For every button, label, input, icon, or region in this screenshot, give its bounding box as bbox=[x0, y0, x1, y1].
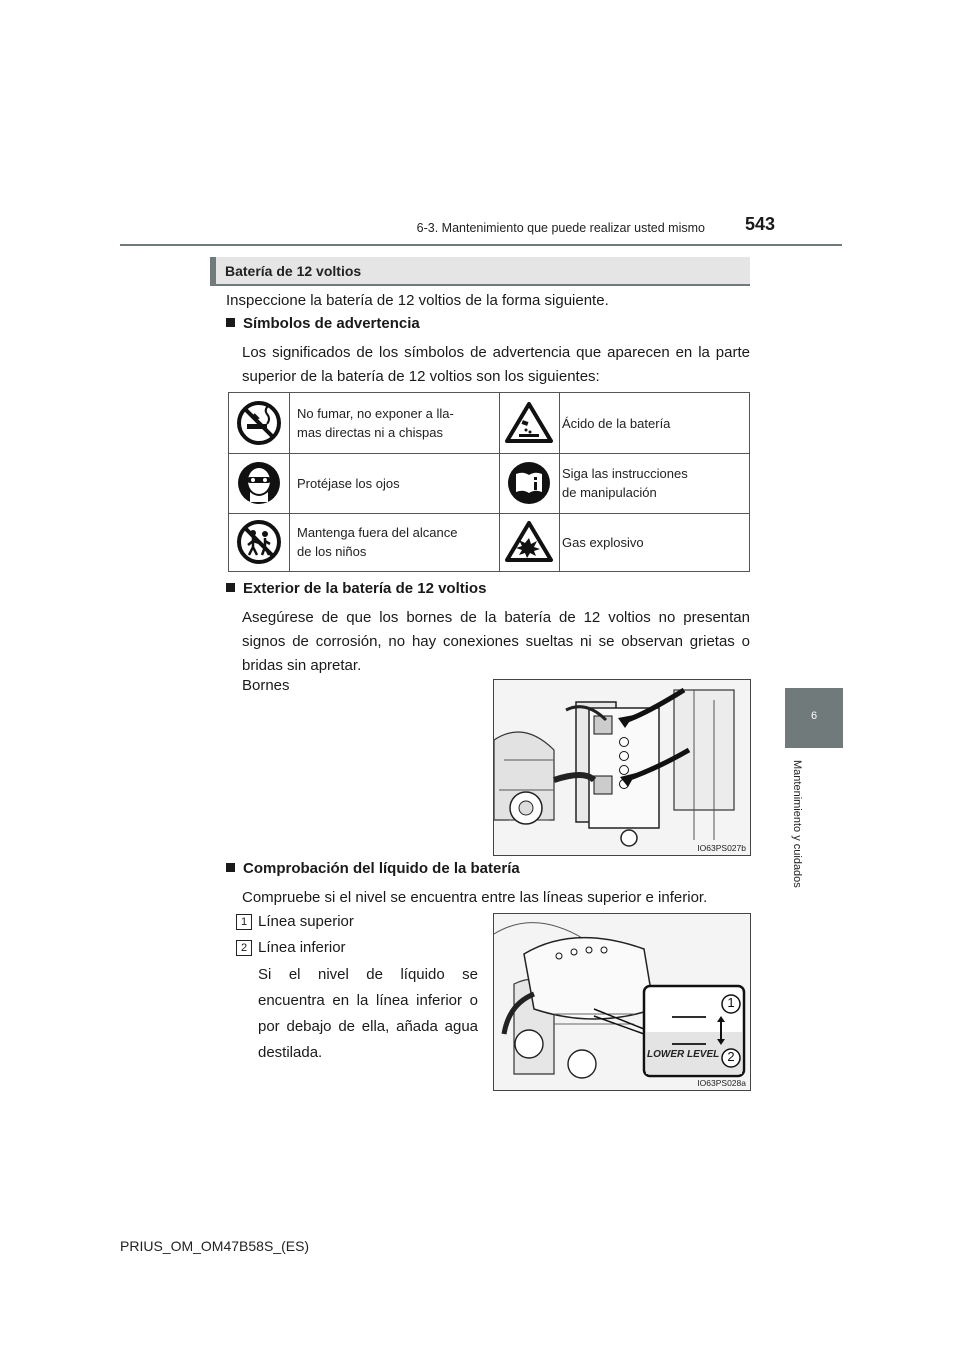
table-row bbox=[229, 393, 749, 454]
eye-protection-icon bbox=[229, 453, 289, 513]
list-item: 1 Línea superior bbox=[236, 910, 354, 934]
table-row bbox=[229, 453, 749, 514]
lower-level-label: LOWER LEVEL bbox=[647, 1049, 720, 1060]
symbol-label: No fumar, no exponer a lla- mas directas ni a chispas bbox=[297, 406, 454, 440]
battery-acid-icon bbox=[499, 393, 559, 453]
fluid-note: Si el nivel de líquido se encuentra en la línea inferior o por debajo de ella, añada agua destilada. bbox=[258, 966, 478, 1061]
header-section-title: 6-3. Mantenimiento que puede realizar usted mismo bbox=[416, 221, 705, 235]
callout-number: 2 bbox=[236, 940, 252, 956]
explosive-gas-icon bbox=[499, 513, 559, 571]
section-title: Batería de 12 voltios bbox=[225, 263, 362, 279]
chapter-label bbox=[790, 760, 805, 910]
no-smoking-icon bbox=[229, 393, 289, 453]
callout-number: 1 bbox=[236, 914, 252, 930]
section-heading-bar bbox=[210, 257, 750, 286]
battery-fluid-photo bbox=[493, 913, 751, 1091]
list-item: 2 Línea inferior bbox=[236, 936, 346, 960]
battery-terminals-photo bbox=[493, 679, 751, 856]
fluid-heading: Comprobación del líquido de la batería bbox=[226, 860, 520, 877]
chapter-number: 6 bbox=[810, 710, 818, 722]
document-code: PRIUS_OM_OM47B58S_(ES) bbox=[120, 1238, 310, 1254]
warning-symbols-text: Los significados de los símbolos de advertencia que aparecen en la parte superior de la batería de 12 voltios son los siguientes: bbox=[242, 344, 750, 385]
bullet-square-icon bbox=[226, 318, 235, 327]
page-number: 543 bbox=[744, 214, 775, 234]
bullet-square-icon bbox=[226, 583, 235, 592]
keep-away-children-icon bbox=[229, 513, 289, 571]
read-manual-icon bbox=[499, 453, 559, 513]
warning-symbols-table bbox=[228, 392, 750, 572]
inset-callout-2: 2 bbox=[727, 1049, 735, 1064]
symbol-label: Gas explosivo bbox=[562, 534, 644, 550]
symbol-label: Protéjase los ojos bbox=[297, 475, 400, 491]
symbol-label: Siga las instrucciones de manipulación bbox=[562, 466, 688, 500]
exterior-text: Asegúrese de que los bornes de la batería de 12 voltios no presentan signos de corrosión, no hay conexiones sueltas ni se observan grietas o bridas sin apretar. bbox=[242, 609, 750, 674]
fluid-text: Compruebe si el nivel se encuentra entre las líneas superior e inferior. bbox=[242, 889, 708, 906]
bullet-square-icon bbox=[226, 863, 235, 872]
header-rule bbox=[120, 244, 842, 246]
inset-callout-1: 1 bbox=[727, 995, 735, 1010]
photo-code: IO63PS027b bbox=[697, 843, 746, 853]
warning-symbols-heading: Símbolos de advertencia bbox=[226, 315, 420, 332]
terminals-label: Bornes bbox=[242, 677, 290, 694]
symbol-label: Ácido de la batería bbox=[562, 415, 671, 431]
exterior-heading: Exterior de la batería de 12 voltios bbox=[226, 580, 486, 597]
photo-code: IO63PS028a bbox=[697, 1078, 746, 1088]
section-bar-accent bbox=[210, 257, 216, 284]
symbol-label: Mantenga fuera del alcance de los niños bbox=[297, 525, 458, 559]
table-row bbox=[229, 513, 749, 571]
chapter-label-text: Mantenimiento y cuidados bbox=[791, 760, 803, 888]
chapter-tab bbox=[785, 688, 843, 748]
section-intro: Inspeccione la batería de 12 voltios de la forma siguiente. bbox=[226, 292, 609, 309]
